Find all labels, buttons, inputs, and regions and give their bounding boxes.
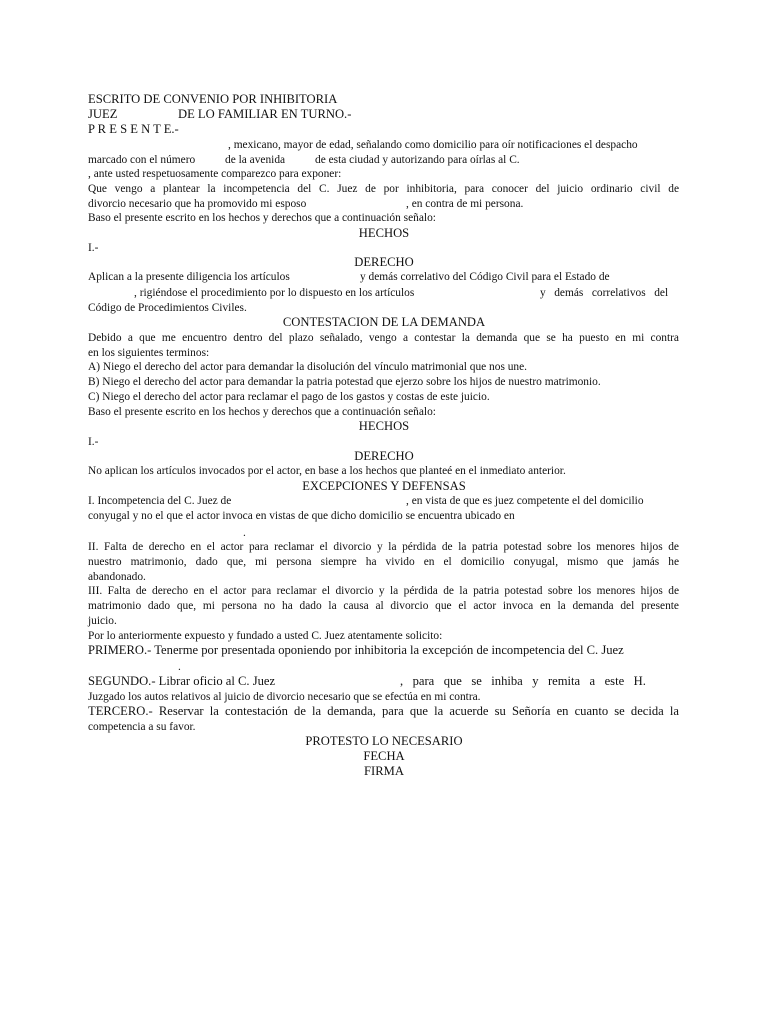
item-a: A) Niego el derecho del actor para demandar la disolución del vínculo matrimonial que nos une.	[88, 361, 528, 373]
paragraph-baso-2: Baso el presente escrito en los hechos y derechos que a continuación señalo:	[88, 406, 436, 418]
closing-protesto: PROTESTO LO NECESARIO	[305, 734, 463, 748]
hechos-item-2: I.-	[88, 436, 99, 448]
paragraph-debido-line2: en los siguientes terminos:	[88, 347, 210, 359]
presente-line: P R E S E N T E.-	[88, 122, 179, 136]
petitorio-segundo-line1b: , para que se inhiba y remita a este H.	[400, 674, 646, 688]
paragraph-solicito: Por lo anteriormente expuesto y fundado a usted C. Juez atentamente solicito:	[88, 630, 443, 642]
petitorio-segundo-line1a: SEGUNDO.- Librar oficio al C. Juez	[88, 674, 276, 688]
excepcion-2-line2: nuestro matrimonio, dado que, mi persona siempre ha vivido en el domicilio conyugal, mismo que jamás he	[88, 556, 679, 568]
closing-fecha: FECHA	[363, 749, 405, 763]
item-c: C) Niego el derecho del actor para reclamar el pago de los gastos y costas de este juicio.	[88, 391, 490, 403]
paragraph-plantear-line2b: , en contra de mi persona.	[406, 198, 524, 210]
closing-firma: FIRMA	[364, 764, 404, 778]
document-title: ESCRITO DE CONVENIO POR INHIBITORIA	[88, 92, 338, 106]
paragraph-intro-line3: , ante usted respetuosamente comparezco para exponer:	[88, 168, 342, 180]
paragraph-aplican-line1a: Aplican a la presente diligencia los artículos	[88, 271, 290, 283]
excepcion-2-line3: abandonado.	[88, 571, 146, 583]
heading-excepciones: EXCEPCIONES Y DEFENSAS	[302, 479, 466, 493]
excepcion-1-dot: .	[243, 527, 246, 539]
paragraph-aplican-line2a: , rigiéndose el procedimiento por lo dispuesto en los artículos	[134, 287, 415, 299]
petitorio-tercero-line2: competencia a su favor.	[88, 721, 196, 733]
paragraph-aplican-line3: Código de Procedimientos Civiles.	[88, 302, 247, 314]
hechos-item-1: I.-	[88, 242, 99, 254]
paragraph-plantear-line2a: divorcio necesario que ha promovido mi esposo	[88, 198, 307, 210]
paragraph-no-aplican: No aplican los artículos invocados por el actor, en base a los hechos que planteé en el inmediato anterior.	[88, 465, 566, 477]
excepcion-3-line2: matrimonio dado que, mi persona no ha dado la causa al divorcio que el actor invoca en la demanda del presente	[88, 600, 679, 612]
paragraph-plantear-line1: Que vengo a plantear la incompetencia del C. Juez de por inhibitoria, para conocer del juicio ordinario civil de	[88, 183, 679, 195]
excepcion-1-line1a: I. Incompetencia del C. Juez de	[88, 495, 232, 507]
heading-contestacion: CONTESTACION DE LA DEMANDA	[282, 315, 486, 329]
petitorio-tercero-line1: TERCERO.- Reservar la contestación de la demanda, para que la acuerde su Señoría en cuanto se decida la	[88, 704, 679, 718]
excepcion-3-line3: juicio.	[88, 615, 117, 627]
heading-derecho-2: DERECHO	[354, 449, 414, 463]
paragraph-aplican-line1b: y demás correlativo del Código Civil para el Estado de	[360, 271, 610, 283]
paragraph-intro-line2c: de esta ciudad y autorizando para oírlas al C.	[315, 154, 520, 166]
petitorio-primero: PRIMERO.- Tenerme por presentada oponiendo por inhibitoria la excepción de incompetencia del C. Juez	[88, 643, 624, 657]
paragraph-debido-line1: Debido a que me encuentro dentro del plazo señalado, vengo a contestar la demanda que se ha puesto en mi contra	[88, 332, 679, 344]
heading-hechos-2: HECHOS	[358, 419, 410, 433]
addressee-juez: JUEZ	[88, 107, 118, 121]
item-b: B) Niego el derecho del actor para demandar la patria potestad que ejerzo sobre los hijos de nuestro matrimonio.	[88, 376, 601, 388]
excepcion-3-line1: III. Falta de derecho en el actor para reclamar el divorcio y la pérdida de la patria potestad sobre los menores hijos de	[88, 585, 679, 597]
paragraph-intro-line2a: marcado con el número	[88, 154, 196, 166]
excepcion-1-line2: conyugal y no el que el actor invoca en vistas de que dicho domicilio se encuentra ubicado en	[88, 510, 515, 522]
excepcion-2-line1: II. Falta de derecho en el actor para reclamar el divorcio y la pérdida de la patria potestad sobre los menores hijos de	[88, 541, 679, 553]
heading-hechos-1: HECHOS	[358, 226, 410, 240]
paragraph-intro-line1: , mexicano, mayor de edad, señalando como domicilio para oír notificaciones el despacho	[228, 139, 638, 151]
addressee-court: DE LO FAMILIAR EN TURNO.-	[178, 107, 352, 121]
petitorio-primero-dot: .	[178, 661, 181, 673]
paragraph-intro-line2b: de la avenida	[225, 154, 286, 166]
paragraph-baso-1: Baso el presente escrito en los hechos y derechos que a continuación señalo:	[88, 212, 436, 224]
petitorio-segundo-line2: Juzgado los autos relativos al juicio de divorcio necesario que se efectúa en mi contra.	[88, 691, 481, 703]
heading-derecho-1: DERECHO	[354, 255, 414, 269]
excepcion-1-line1b: , en vista de que es juez competente el del domicilio	[406, 495, 644, 507]
paragraph-aplican-line2b: y demás correlativos del	[540, 287, 669, 299]
